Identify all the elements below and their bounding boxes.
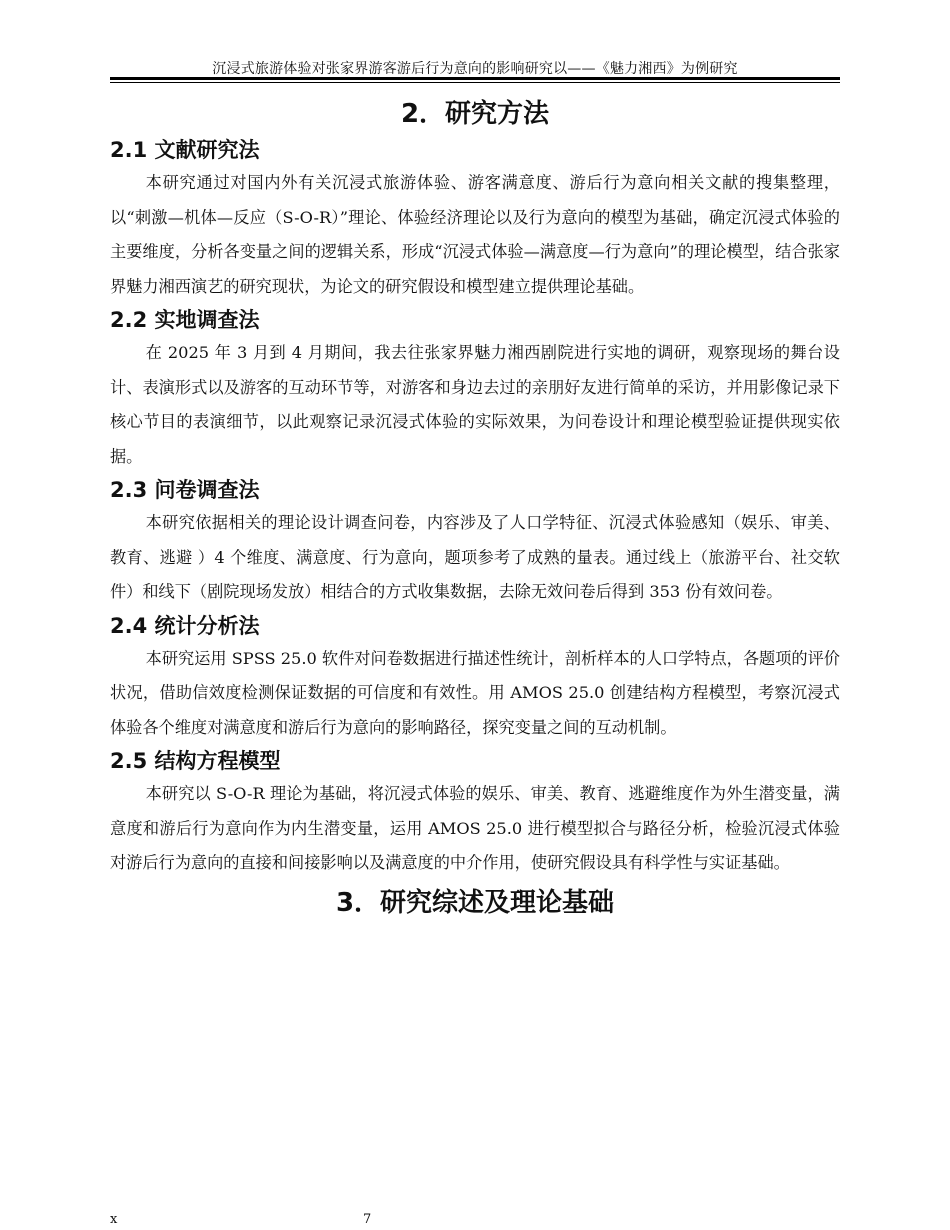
section-2-1-paragraph: 本研究通过对国内外有关沉浸式旅游体验、游客满意度、游后行为意向相关文献的搜集整理，以“刺激—机体—反应（S-O-R）”理论、体验经济理论以及行为意向的模型为基础，确定沉浸式体验的主要维度，分析各变量之间的逻辑关系，形成“沉浸式体验—满意度—行为意向”的理论模型，结合张家界魅力湘西演艺的研究现状，为论文的研究假设和模型建立提供理论基础。 (110, 173, 840, 296)
header-rule-thick (110, 77, 840, 80)
section-2-4-heading: 2.4 统计分析法 (110, 613, 260, 638)
footer-left-mark: x (110, 1212, 118, 1227)
section-2-3-paragraph: 本研究依据相关的理论设计调查问卷，内容涉及了人口学特征、沉浸式体验感知（娱乐、审美、教育、逃避 ）4 个维度、满意度、行为意向，题项参考了成熟的量表。通过线上（旅游平台、社交软件）和线下（剧院现场发放）相结合的方式收集数据，去除无效问卷后得到 353 份有效问卷。 (110, 513, 840, 601)
chapter-3-title: 3．研究综述及理论基础 (335, 887, 615, 918)
section-2-2-paragraph: 在 2025 年 3 月到 4 月期间，我去往张家界魅力湘西剧院进行实地的调研，观察现场的舞台设计、表演形式以及游客的互动环节等，对游客和身边去过的亲朋好友进行简单的采访，并用影像记录下核心节目的表演细节，以此观察记录沉浸式体验的实际效果，为问卷设计和理论模型验证提供现实依据。 (110, 343, 840, 466)
section-2-5-paragraph: 本研究以 S-O-R 理论为基础，将沉浸式体验的娱乐、审美、教育、逃避维度作为外生潜变量，满意度和游后行为意向作为内生潜变量，运用 AMOS 25.0 进行模型拟合与路径分析，检验沉浸式体验对游后行为意向的直接和间接影响以及满意度的中介作用，使研究假设具有科学性与实证基础。 (110, 784, 840, 872)
page-body (110, 94, 840, 923)
section-2-2-heading: 2.2 实地调查法 (110, 308, 260, 332)
header-rule-thin (110, 82, 840, 83)
chapter-2-title: 2．研究方法 (400, 99, 550, 129)
section-2-3-heading: 2.3 问卷调查法 (110, 478, 260, 502)
running-header: 沉浸式旅游体验对张家界游客游后行为意向的影响研究以——《魅力湘西》为例研究 (212, 61, 738, 77)
section-2-5-heading: 2.5 结构方程模型 (110, 749, 281, 773)
page-number: 7 (363, 1212, 372, 1227)
section-2-4-paragraph: 本研究运用 SPSS 25.0 软件对问卷数据进行描述性统计，剖析样本的人口学特点，各题项的评价状况，借助信效度检测保证数据的可信度和有效性。用 AMOS 25.0 创建结构方程模型，考察沉浸式体验各个维度对满意度和游后行为意向的影响路径，探究变量之间的互动机制。 (110, 648, 840, 737)
section-2-1-heading: 2.1 文献研究法 (110, 138, 260, 162)
